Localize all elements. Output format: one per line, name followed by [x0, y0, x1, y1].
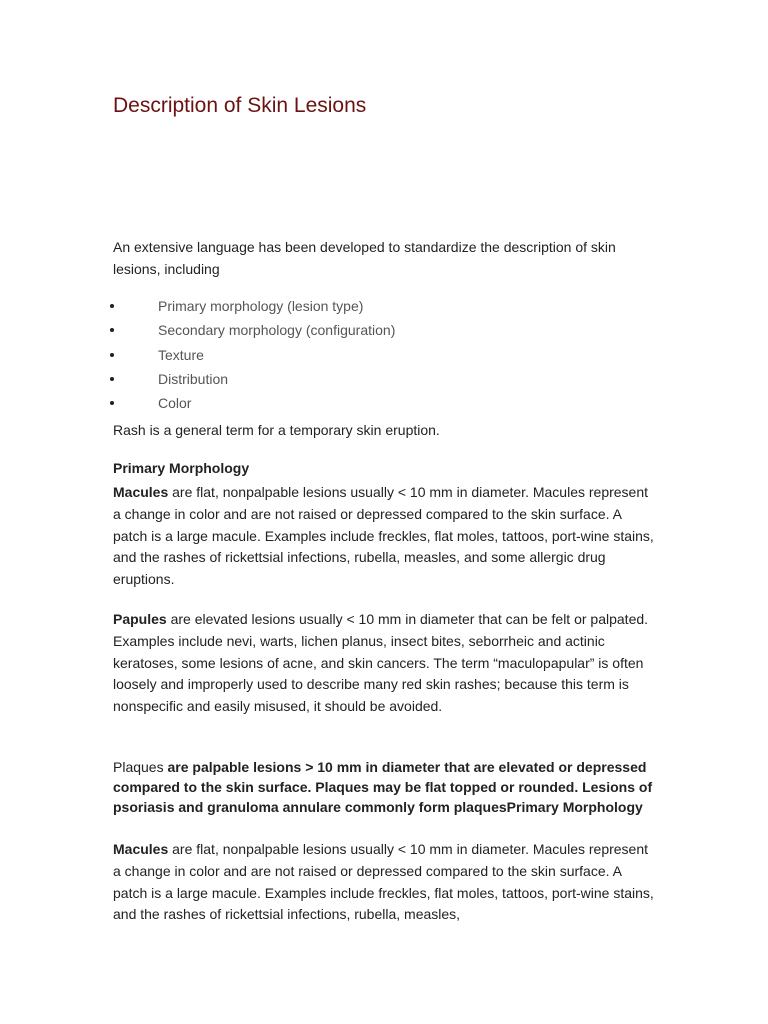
bullet-icon	[110, 304, 114, 308]
macules-paragraph-repeat	[113, 839, 658, 926]
bullet-icon	[110, 353, 114, 357]
macules-text: are flat, nonpalpable lesions usually < 10 mm in diameter. Macules represent a change in color and are not raised or depressed compared to the skin surface. A patch is a large macule. Examples include freckles, flat moles, tattoos, port-wine stains, and the rashes of rickettsial infections, rubella, measles, and some allergic drug eruptions.	[113, 484, 654, 588]
list-item-label: Color	[158, 395, 192, 412]
rash-definition: Rash is a general term for a temporary skin eruption.	[113, 422, 440, 438]
list-item-label: Secondary morphology (configuration)	[158, 322, 396, 339]
plaques-text: are palpable lesions > 10 mm in diameter that are elevated or depressed compared to the skin surface. Plaques may be flat topped or rounded. Lesions of psoriasis and granuloma annulare commonly form plaques	[113, 759, 653, 816]
macules-text-repeat: are flat, nonpalpable lesions usually < 10 mm in diameter. Macules represent a change in color and are not raised or depressed compared to the skin surface. A patch is a large macule. Examples include freckles, flat moles, tattoos, port-wine stains, and the rashes of rickettsial infections, rubella, measles,	[113, 841, 654, 923]
list-item-label: Texture	[158, 346, 204, 363]
list-item	[0, 391, 768, 415]
list-item	[0, 318, 768, 342]
macules-paragraph	[113, 482, 658, 591]
list-item-label: Distribution	[158, 370, 229, 387]
papules-paragraph	[113, 609, 658, 718]
document-title: Description of Skin Lesions	[113, 94, 367, 117]
bullet-icon	[110, 401, 114, 405]
intro-paragraph: An extensive language has been developed to standardize the description of skin lesions, including	[113, 239, 616, 277]
macules-term: Macules	[113, 484, 169, 500]
papules-term: Papules	[113, 611, 167, 627]
plaques-term: Plaques	[113, 759, 164, 775]
bullet-icon	[110, 377, 114, 381]
lesion-description-list	[0, 294, 768, 415]
plaques-trailing-heading: Primary Morphology	[506, 799, 643, 816]
section-heading-primary-morphology: Primary Morphology	[113, 460, 250, 476]
papules-text: are elevated lesions usually < 10 mm in diameter that can be felt or palpated. Examples include nevi, warts, lichen planus, insect bites, seborrheic and actinic keratoses, some lesions of acne, and skin cancers. The term “maculopapular” is often loosely and improperly used to describe many red skin rashes; because this term is nonspecific and easily misused, it should be avoided.	[113, 611, 649, 715]
macules-term-repeat: Macules	[113, 841, 169, 857]
list-item	[0, 294, 768, 318]
plaques-paragraph	[113, 757, 673, 818]
bullet-icon	[110, 328, 114, 332]
list-item	[0, 367, 768, 391]
list-item-label: Primary morphology (lesion type)	[158, 298, 364, 314]
list-item	[0, 343, 768, 367]
